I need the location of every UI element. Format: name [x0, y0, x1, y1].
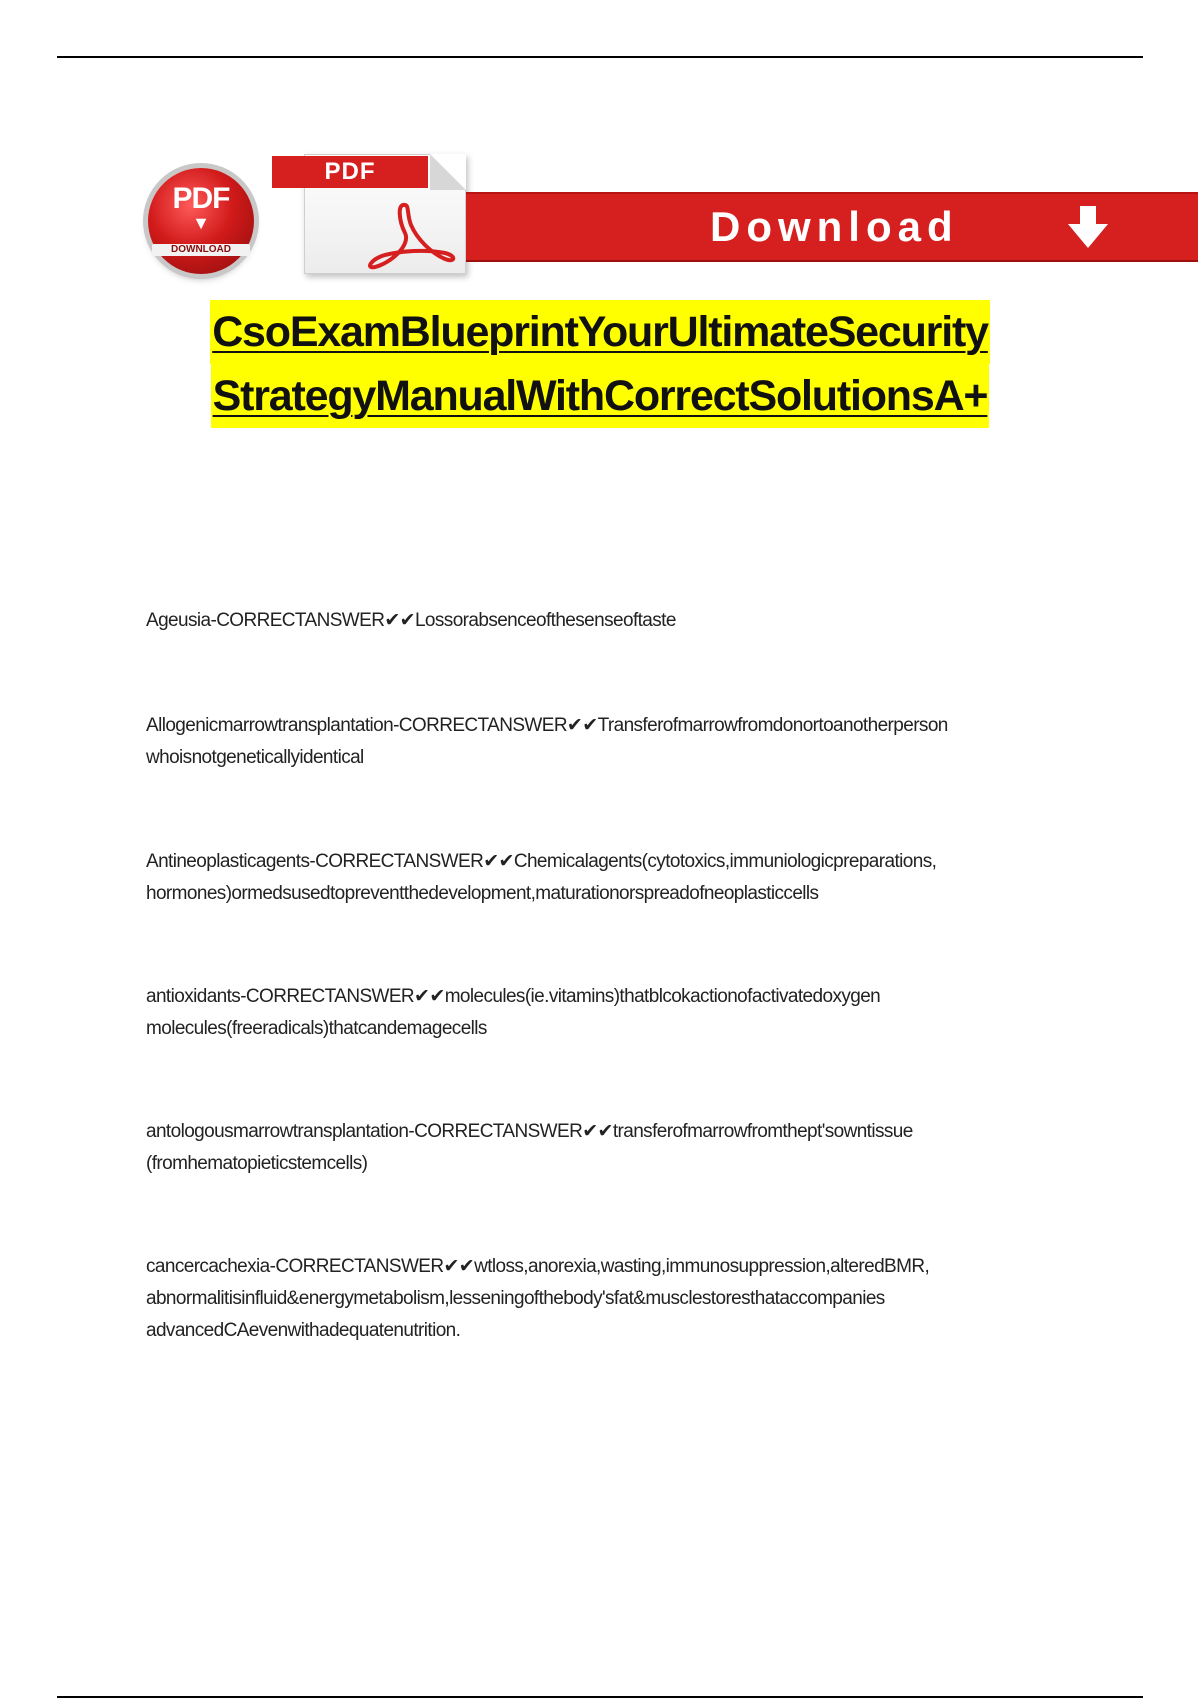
pdf-document-icon — [258, 148, 478, 274]
download-bar[interactable] — [466, 192, 1198, 262]
pdf-badge-icon — [148, 168, 254, 274]
pdf-download-banner[interactable] — [148, 148, 1054, 278]
entry-antioxidants: antioxidants-CORRECTANSWER✔✔molecules(ie.vitamins)thatblcokactionofactivatedoxygen molecules(freeradicals)thatcandemagecells — [146, 986, 881, 1039]
badge-arrow-icon: ▼ — [192, 213, 210, 233]
entry-ageusia: Ageusia-CORRECTANSWER✔✔Lossorabsenceofthesenseoftaste — [146, 610, 676, 631]
badge-sublabel: DOWNLOAD — [152, 244, 250, 256]
document-title — [0, 300, 1200, 428]
entry-cachexia: cancercachexia-CORRECTANSWER✔✔wtloss,anorexia,wasting,immunosuppression,alteredBMR, abnormalitisinfluid&energymetabolism,lesseningofthebody'sfat&musclestoresthataccompanies advancedCAevenwithadequatenutrition. — [146, 1256, 930, 1341]
download-arrow-icon — [1066, 204, 1110, 250]
bottom-rule — [57, 1696, 1143, 1698]
download-label: Download — [710, 203, 959, 250]
entry-antineoplastic: Antineoplasticagents-CORRECTANSWER✔✔Chemicalagents(cytotoxics,immuniologicpreparations, hormones)ormedsusedtopreventthedevelopment,maturationorspreadofneoplasticcells — [146, 851, 937, 904]
doc-tag: PDF — [272, 156, 428, 188]
title-line-2: StrategyManualWithCorrectSolutionsA+ — [211, 364, 990, 428]
entry-antologous: antologousmarrowtransplantation-CORRECTANSWER✔✔transferofmarrowfromthept'sowntissue (fromhematopieticstemcells) — [146, 1121, 913, 1174]
acrobat-logo-icon — [361, 199, 461, 273]
title-line-1: CsoExamBlueprintYourUltimateSecurity — [210, 300, 990, 364]
top-rule — [57, 56, 1143, 58]
entry-allogenic: Allogenicmarrowtransplantation-CORRECTANSWER✔✔Transferofmarrowfromdonortoanotherperson whoisnotgeneticallyidentical — [146, 715, 948, 768]
badge-label: PDF — [172, 182, 230, 215]
